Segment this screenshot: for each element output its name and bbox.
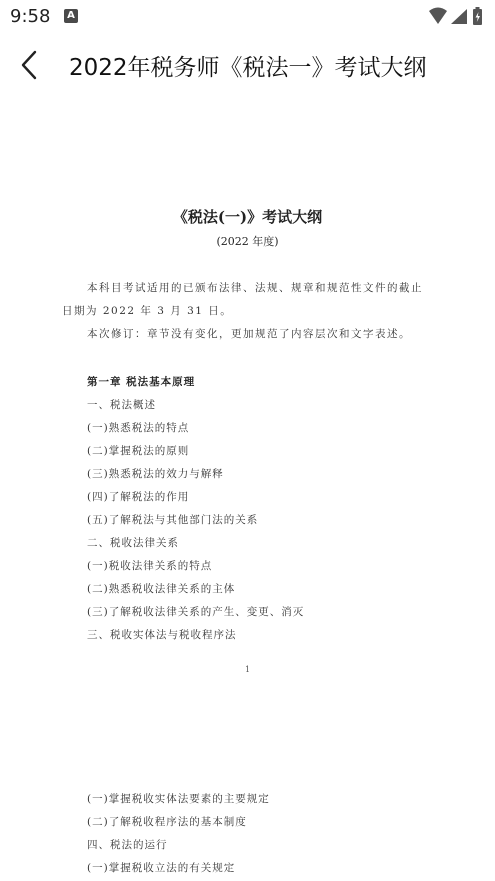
chevron-left-icon bbox=[12, 47, 48, 83]
battery-icon bbox=[473, 7, 482, 25]
notification-a-icon: A bbox=[64, 9, 78, 23]
app-bar bbox=[0, 36, 495, 94]
outline-line: (一)掌握税收立法的有关规定 bbox=[87, 862, 236, 874]
page-number: 1 bbox=[244, 665, 251, 674]
status-time: 9:58 bbox=[10, 6, 51, 27]
outline-line: (四)了解税法的作用 bbox=[87, 491, 190, 503]
outline-line: (三)了解税收法律关系的产生、变更、消灭 bbox=[87, 606, 305, 618]
wifi-icon bbox=[429, 8, 447, 25]
status-icons bbox=[427, 6, 487, 28]
outline-line: (一)掌握税收实体法要素的主要规定 bbox=[87, 793, 270, 805]
document-subtitle: (2022 年度) bbox=[216, 235, 279, 248]
outline-line: (五)了解税法与其他部门法的关系 bbox=[87, 514, 259, 526]
outline-line: 二、税收法律关系 bbox=[87, 537, 179, 549]
outline-line: (二)熟悉税收法律关系的主体 bbox=[87, 583, 236, 595]
revision-note: 本次修订：章节没有变化，更加规范了内容层次和文字表述。 bbox=[87, 328, 411, 340]
outline-line: (二)了解税收程序法的基本制度 bbox=[87, 816, 247, 828]
outline-line: (一)税收法律关系的特点 bbox=[87, 560, 213, 572]
outline-line: 四、税法的运行 bbox=[87, 839, 168, 851]
chapter-title: 第一章 税法基本原理 bbox=[87, 376, 196, 388]
document-viewer[interactable] bbox=[0, 94, 495, 881]
outline-line: 三、税收实体法与税收程序法 bbox=[87, 629, 237, 641]
document-title: 《税法(一)》考试大纲 bbox=[172, 208, 323, 226]
signal-icon bbox=[451, 9, 467, 24]
outline-line: (二)掌握税法的原则 bbox=[87, 445, 190, 457]
intro-line-2: 日期为 2022 年 3 月 31 日。 bbox=[62, 305, 233, 317]
outline-line: (三)熟悉税法的效力与解释 bbox=[87, 468, 224, 480]
intro-line-1: 本科目考试适用的已颁布法律、法规、规章和规范性文件的截止 bbox=[87, 282, 423, 294]
page-title: 2022年税务师《税法一》考试大纲 bbox=[69, 55, 427, 81]
back-button[interactable] bbox=[12, 47, 48, 83]
outline-line: (一)熟悉税法的特点 bbox=[87, 422, 190, 434]
status-bar bbox=[0, 0, 495, 36]
outline-line: 一、税法概述 bbox=[87, 399, 156, 411]
